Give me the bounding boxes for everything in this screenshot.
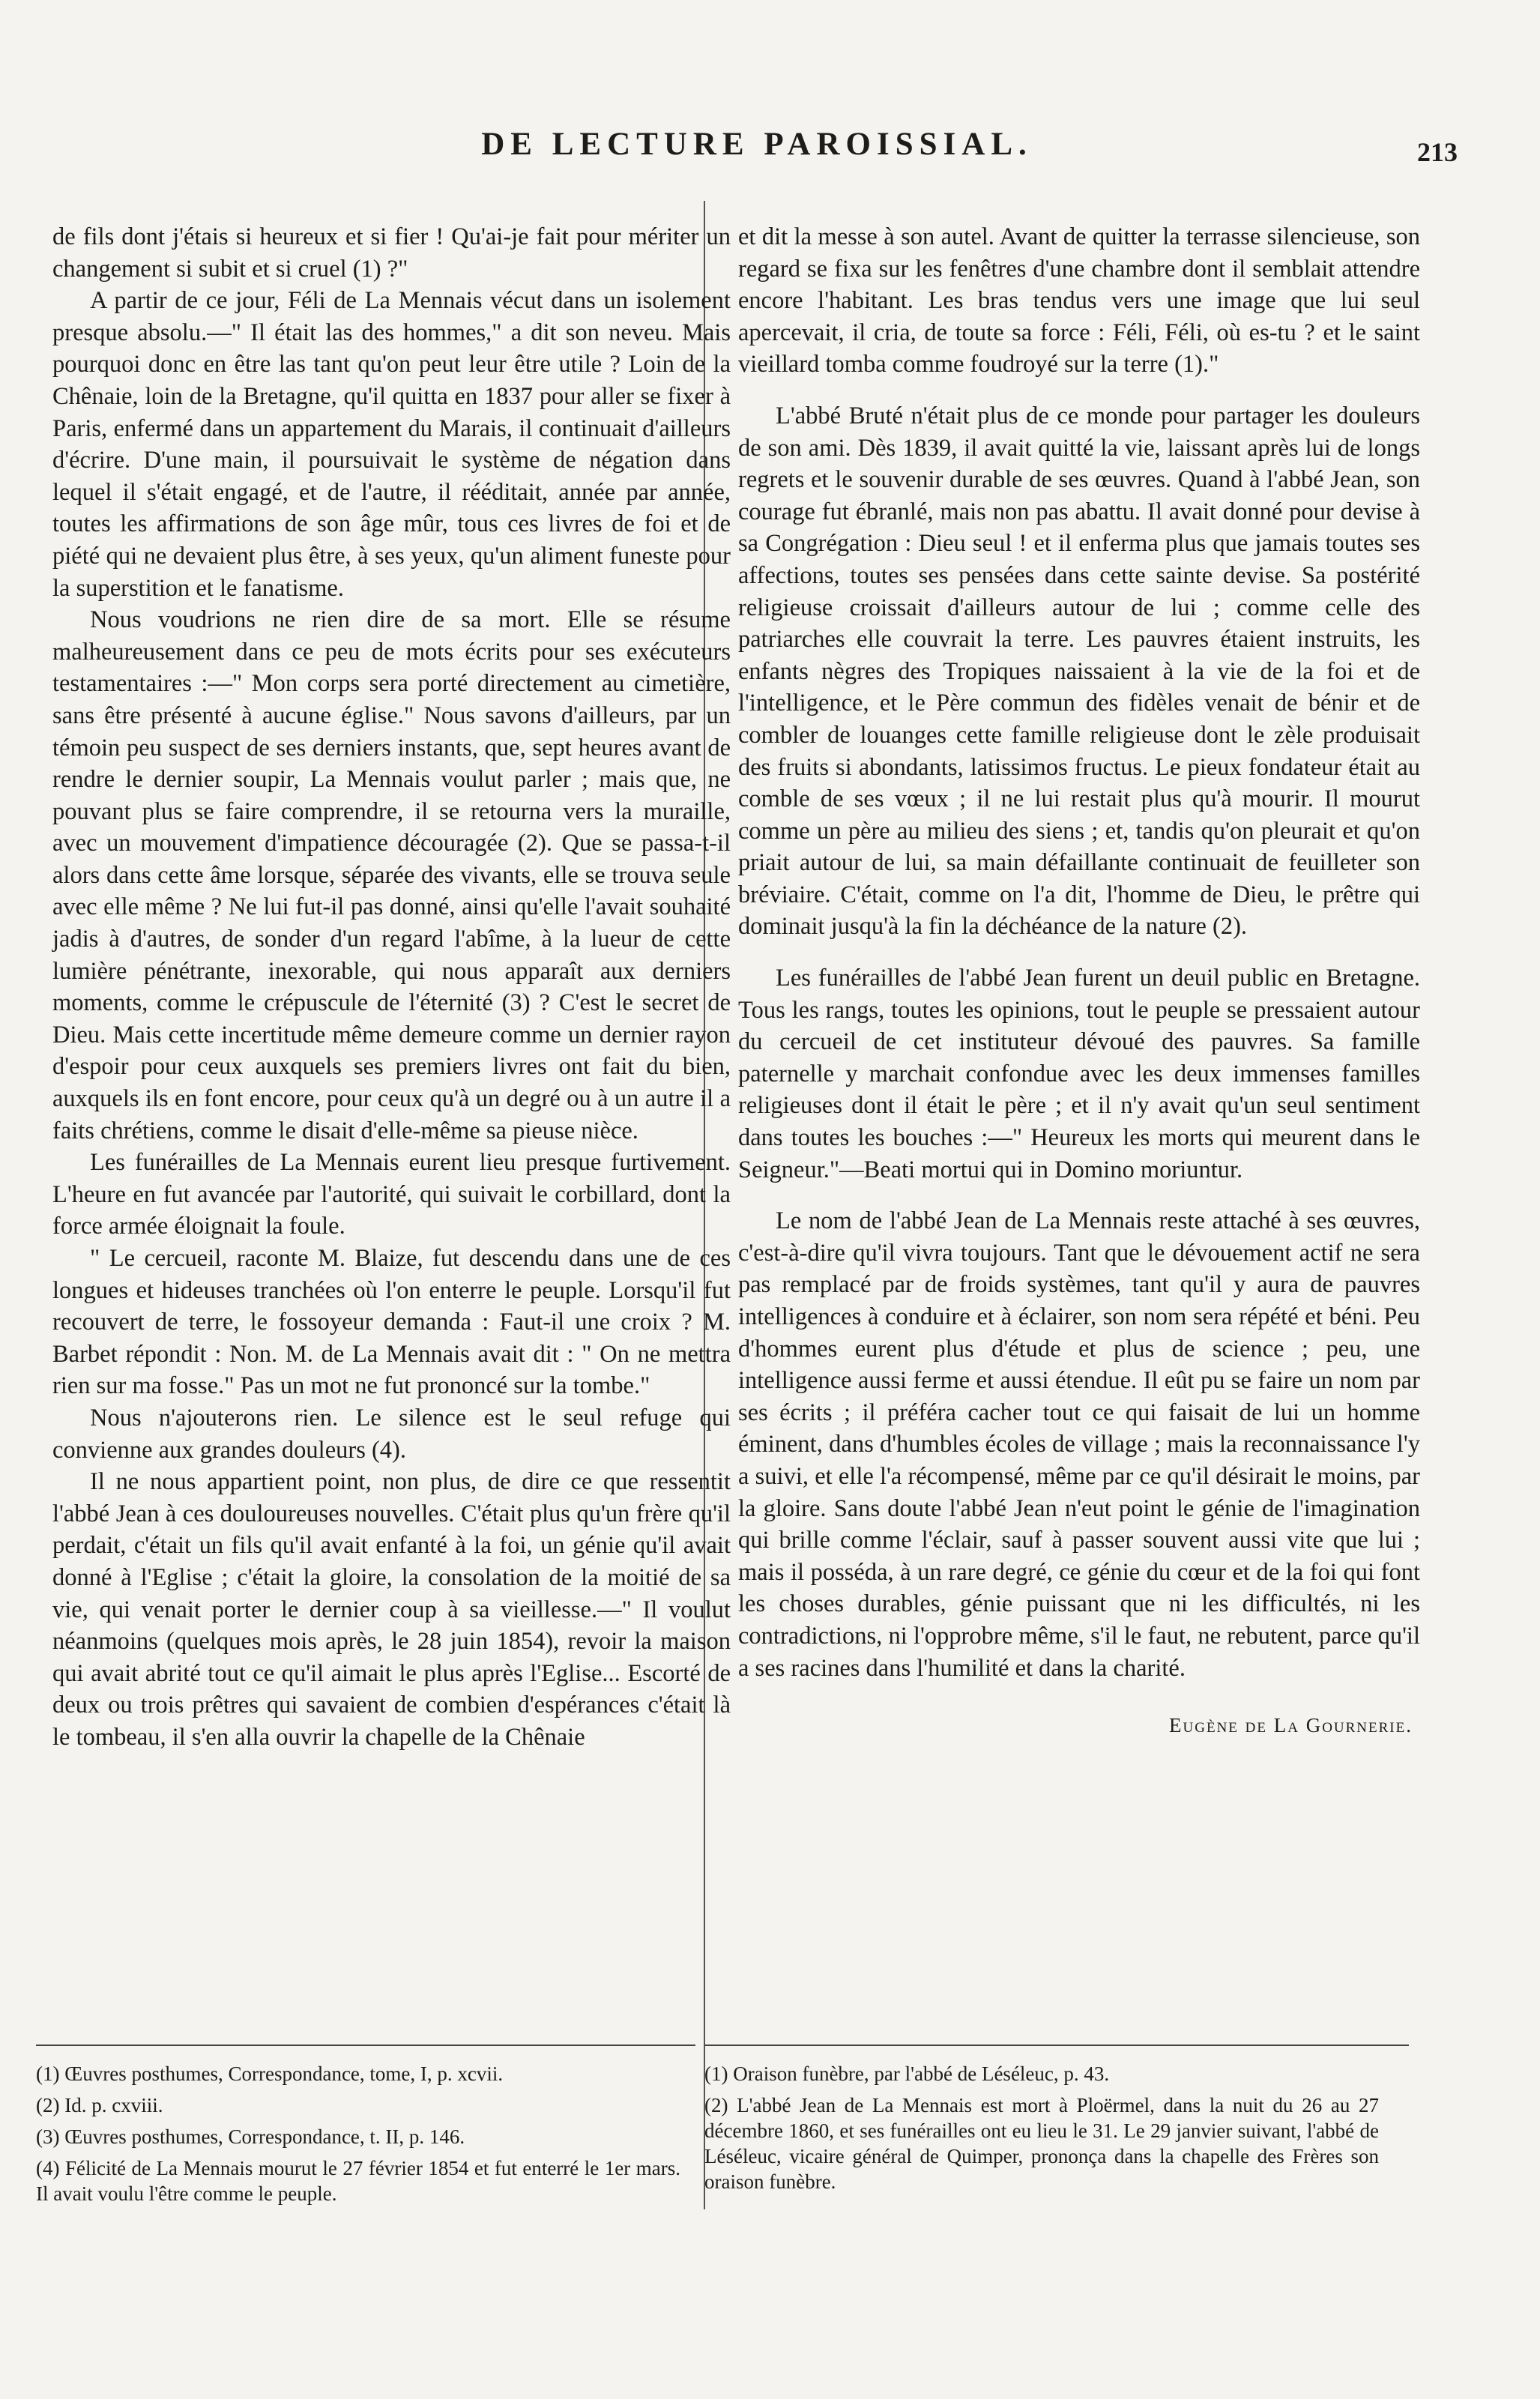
paragraph: Le nom de l'abbé Jean de La Mennais reste attaché à ses œuvres, c'est-à-dire qu'il vivra toujours. Tant que le dévouement actif ne sera pas remplacé par de froids systèmes, tant qu'il y aura de pauvres intelligences à conduire et à éclairer, son nom sera répété et béni. Peu d'hommes eurent plus d'étude et plus de science ; peu, une intelligence aussi ferme et aussi étendue. Il eût pu se faire un nom par ses écrits ; il préféra cacher tout ce qui faisait de lui un homme éminent, dans d'humbles écoles de village ; mais la reconnaissance l'y a suivi, et elle l'a récompensé, même par ce qu'il désirait le moins, par la gloire. Sans doute l'abbé Jean n'eut point le génie de l'imagination qui brille comme l'éclair, sauf à passer souvent aussi vite que lui ; mais il posséda, à un rare degré, ce génie du cœur et de la foi qui font les choses durables, génie puissant que ni les difficultés, ni les contradictions, ni l'opprobre même, s'il le faut, ne rebutent, parce qu'il a ses racines dans l'humilité et dans la charité. xyxy=(738,1207,1420,1682)
page-number: 213 xyxy=(1417,137,1458,167)
paragraph: L'abbé Bruté n'était plus de ce monde pour partager les douleurs de son ami. Dès 1839, il avait quitté la vie, laissant après lui de longs regrets et le souvenir durable de ses œuvres. Quand à l'abbé Jean, son courage fut ébranlé, mais non pas abattu. Il avait donné pour devise à sa Congrégation : Dieu seul ! et il enferma plus que jamais toutes ses affections, toutes ses pensées dans cette sainte devise. Sa postérité religieuse croissait d'ailleurs autour de lui ; comme celle des patriarches elle couvrait la terre. Les pauvres étaient instruits, les enfants nègres des Tropiques naissaient à la vie de la foi et de l'intelligence, et le Père commun des fidèles venait de bénir et de combler de louanges cette famille religieuse dont le zèle produisait des fruits si abondants, latissimos fructus. Le pieux fondateur était au comble de ses vœux ; il ne lui restait plus qu'à mourir. Il mourut comme un père au milieu des siens ; et, tandis qu'on pleurait et qu'on priait autour de lui, sa main défaillante continuait de feuilleter son bréviaire. C'était, comme on l'a dit, l'homme de Dieu, le prêtre qui dominait jusqu'à la fin la déchéance de la nature (2). xyxy=(738,402,1420,941)
paragraph: " Le cercueil, raconte M. Blaize, fut descendu dans une de ces longues et hideuses tranchées où l'on enterre le peuple. Lorsqu'il fut recouvert de terre, le fossoyeur demanda : Faut-il une croix ? M. Barbet répondit : Non. M. de La Mennais avait dit : " On ne mettra rien sur ma fosse." Pas un mot ne fut prononcé sur la tombe." xyxy=(52,1245,731,1400)
paragraph: Nous n'ajouterons rien. Le silence est le seul refuge qui convienne aux grandes douleurs (4). xyxy=(52,1404,731,1464)
footnotes-left xyxy=(36,2061,680,2212)
paragraph: de fils dont j'étais si heureux et si fier ! Qu'ai-je fait pour mériter un changement si subit et si cruel (1) ?" xyxy=(52,223,731,283)
footnote: (2) Id. p. cxviii. xyxy=(36,2094,163,2116)
paragraph: A partir de ce jour, Féli de La Mennais vécut dans un isolement presque absolu.—" Il était las des hommes," a dit son neveu. Mais pourquoi donc en être las tant qu'on peut leur être utile ? Loin de la Chênaie, loin de la Bretagne, qu'il quitta en 1837 pour aller se fixer à Paris, enfermé dans un appartement du Marais, il continuait d'ailleurs d'écrire. D'une main, il poursuivait le système de négation dans lequel il s'était engagé, et de l'autre, il rééditait, année par année, toutes les affirmations de son âge mûr, tous ces livres de foi et de piété qui ne devaient plus être, à ses yeux, qu'un aliment funeste pour la superstition et le fanatisme. xyxy=(52,287,731,602)
footnote: (3) Œuvres posthumes, Correspondance, t. II, p. 146. xyxy=(36,2125,465,2148)
left-column xyxy=(52,221,731,1754)
right-column xyxy=(738,221,1420,1742)
paragraph: Les funérailles de La Mennais eurent lieu presque furtivement. L'heure en fut avancée par l'autorité, qui suivait le corbillard, dont la force armée éloignait la foule. xyxy=(52,1149,731,1240)
footnote: (2) L'abbé Jean de La Mennais est mort à Ploërmel, dans la nuit du 26 au 27 décembre 1860, et ses funérailles ont eu lieu le 31. Le 29 janvier suivant, l'abbé de Léséleuc, vicaire général de Quimper, prononça dans la chapelle des Frères son oraison funèbre. xyxy=(704,2094,1379,2193)
running-title: DE LECTURE PAROISSIAL. xyxy=(481,127,1033,162)
paragraph: et dit la messe à son autel. Avant de quitter la terrasse silencieuse, son regard se fixa sur les fenêtres d'une chambre dont il semblait attendre encore l'habitant. Les bras tendus vers une image que lui seul apercevait, il cria, de toute sa force : Féli, Féli, où es-tu ? et le saint vieillard tomba comme foudroyé sur la terre (1)." xyxy=(738,223,1420,378)
footnote: (1) Œuvres posthumes, Correspondance, tome, I, p. xcvii. xyxy=(36,2062,504,2085)
paragraph: Nous voudrions ne rien dire de sa mort. Elle se résume malheureusement dans ce peu de mots écrits pour ses exécuteurs testamentaires :—" Mon corps sera porté directement au cimetière, sans être présenté à aucune église." Nous savons d'ailleurs, par un témoin peu suspect de ses derniers instants, que, sept heures avant de rendre le dernier soupir, La Mennais voulut parler ; mais que, ne pouvant plus se faire comprendre, il se retourna vers la muraille, avec un mouvement d'impatience découragée (2). Que se passa-t-il alors dans cette âme lorsque, séparée des vivants, elle se trouva seule avec elle même ? Ne lui fut-il pas donné, ainsi qu'elle l'avait souhaité jadis à d'autres, de sonder d'un regard l'abîme, à la lueur de cette lumière pénétrante, inexorable, qui nous apparaît aux derniers moments, comme le crépuscule de l'éternité (3) ? C'est le secret de Dieu. Mais cette incertitude même demeure comme un dernier rayon d'espoir pour ceux auxquels ses premiers livres ont fait du bien, auxquels ils en font encore, pour ceux qu'à un degré ou à un autre il a faits chrétiens, comme le disait d'elle-même sa pieuse nièce. xyxy=(52,606,731,1144)
footnote-rule-right xyxy=(704,2045,1409,2046)
footnote-rule-left xyxy=(36,2045,695,2046)
footnotes-right xyxy=(704,2061,1379,2200)
footnote: (1) Oraison funèbre, par l'abbé de Léséleuc, p. 43. xyxy=(704,2062,1110,2085)
footnote: (4) Félicité de La Mennais mourut le 27 février 1854 et fut enterré le 1er mars. Il avait voulu l'être comme le peuple. xyxy=(36,2157,680,2205)
paragraph: Les funérailles de l'abbé Jean furent un deuil public en Bretagne. Tous les rangs, toutes les opinions, tout le peuple se pressaient autour du cercueil de cet instituteur dévoué des pauvres. Sa famille paternelle y marchait confondue avec les deux immenses familles religieuses dont il était le père ; et il n'y avait qu'un seul sentiment dans toutes les bouches :—" Heureux les morts qui meurent dans le Seigneur."—Beati mortui qui in Domino moriuntur. xyxy=(738,965,1420,1183)
author-signature: Eugène de La Gournerie. xyxy=(1169,1714,1413,1737)
page-header xyxy=(0,126,1540,178)
paragraph: Il ne nous appartient point, non plus, de dire ce que ressentit l'abbé Jean à ces douloureuses nouvelles. C'était plus qu'un frère qu'il perdait, c'était un fils qu'il avait enfanté à la foi, un génie qu'il avait donné à l'Eglise ; c'était la gloire, la consolation de la moitié de sa vie, qui venait porter le dernier coup à sa vieillesse.—" Il voulut néanmoins (quelques mois après, le 28 juin 1854), revoir la maison qui avait abrité tout ce qu'il aimait le plus après l'Eglise... Escorté de deux ou trois prêtres qui savaient de combien d'espérances c'était là le tombeau, il s'en alla ouvrir la chapelle de la Chênaie xyxy=(52,1468,731,1751)
